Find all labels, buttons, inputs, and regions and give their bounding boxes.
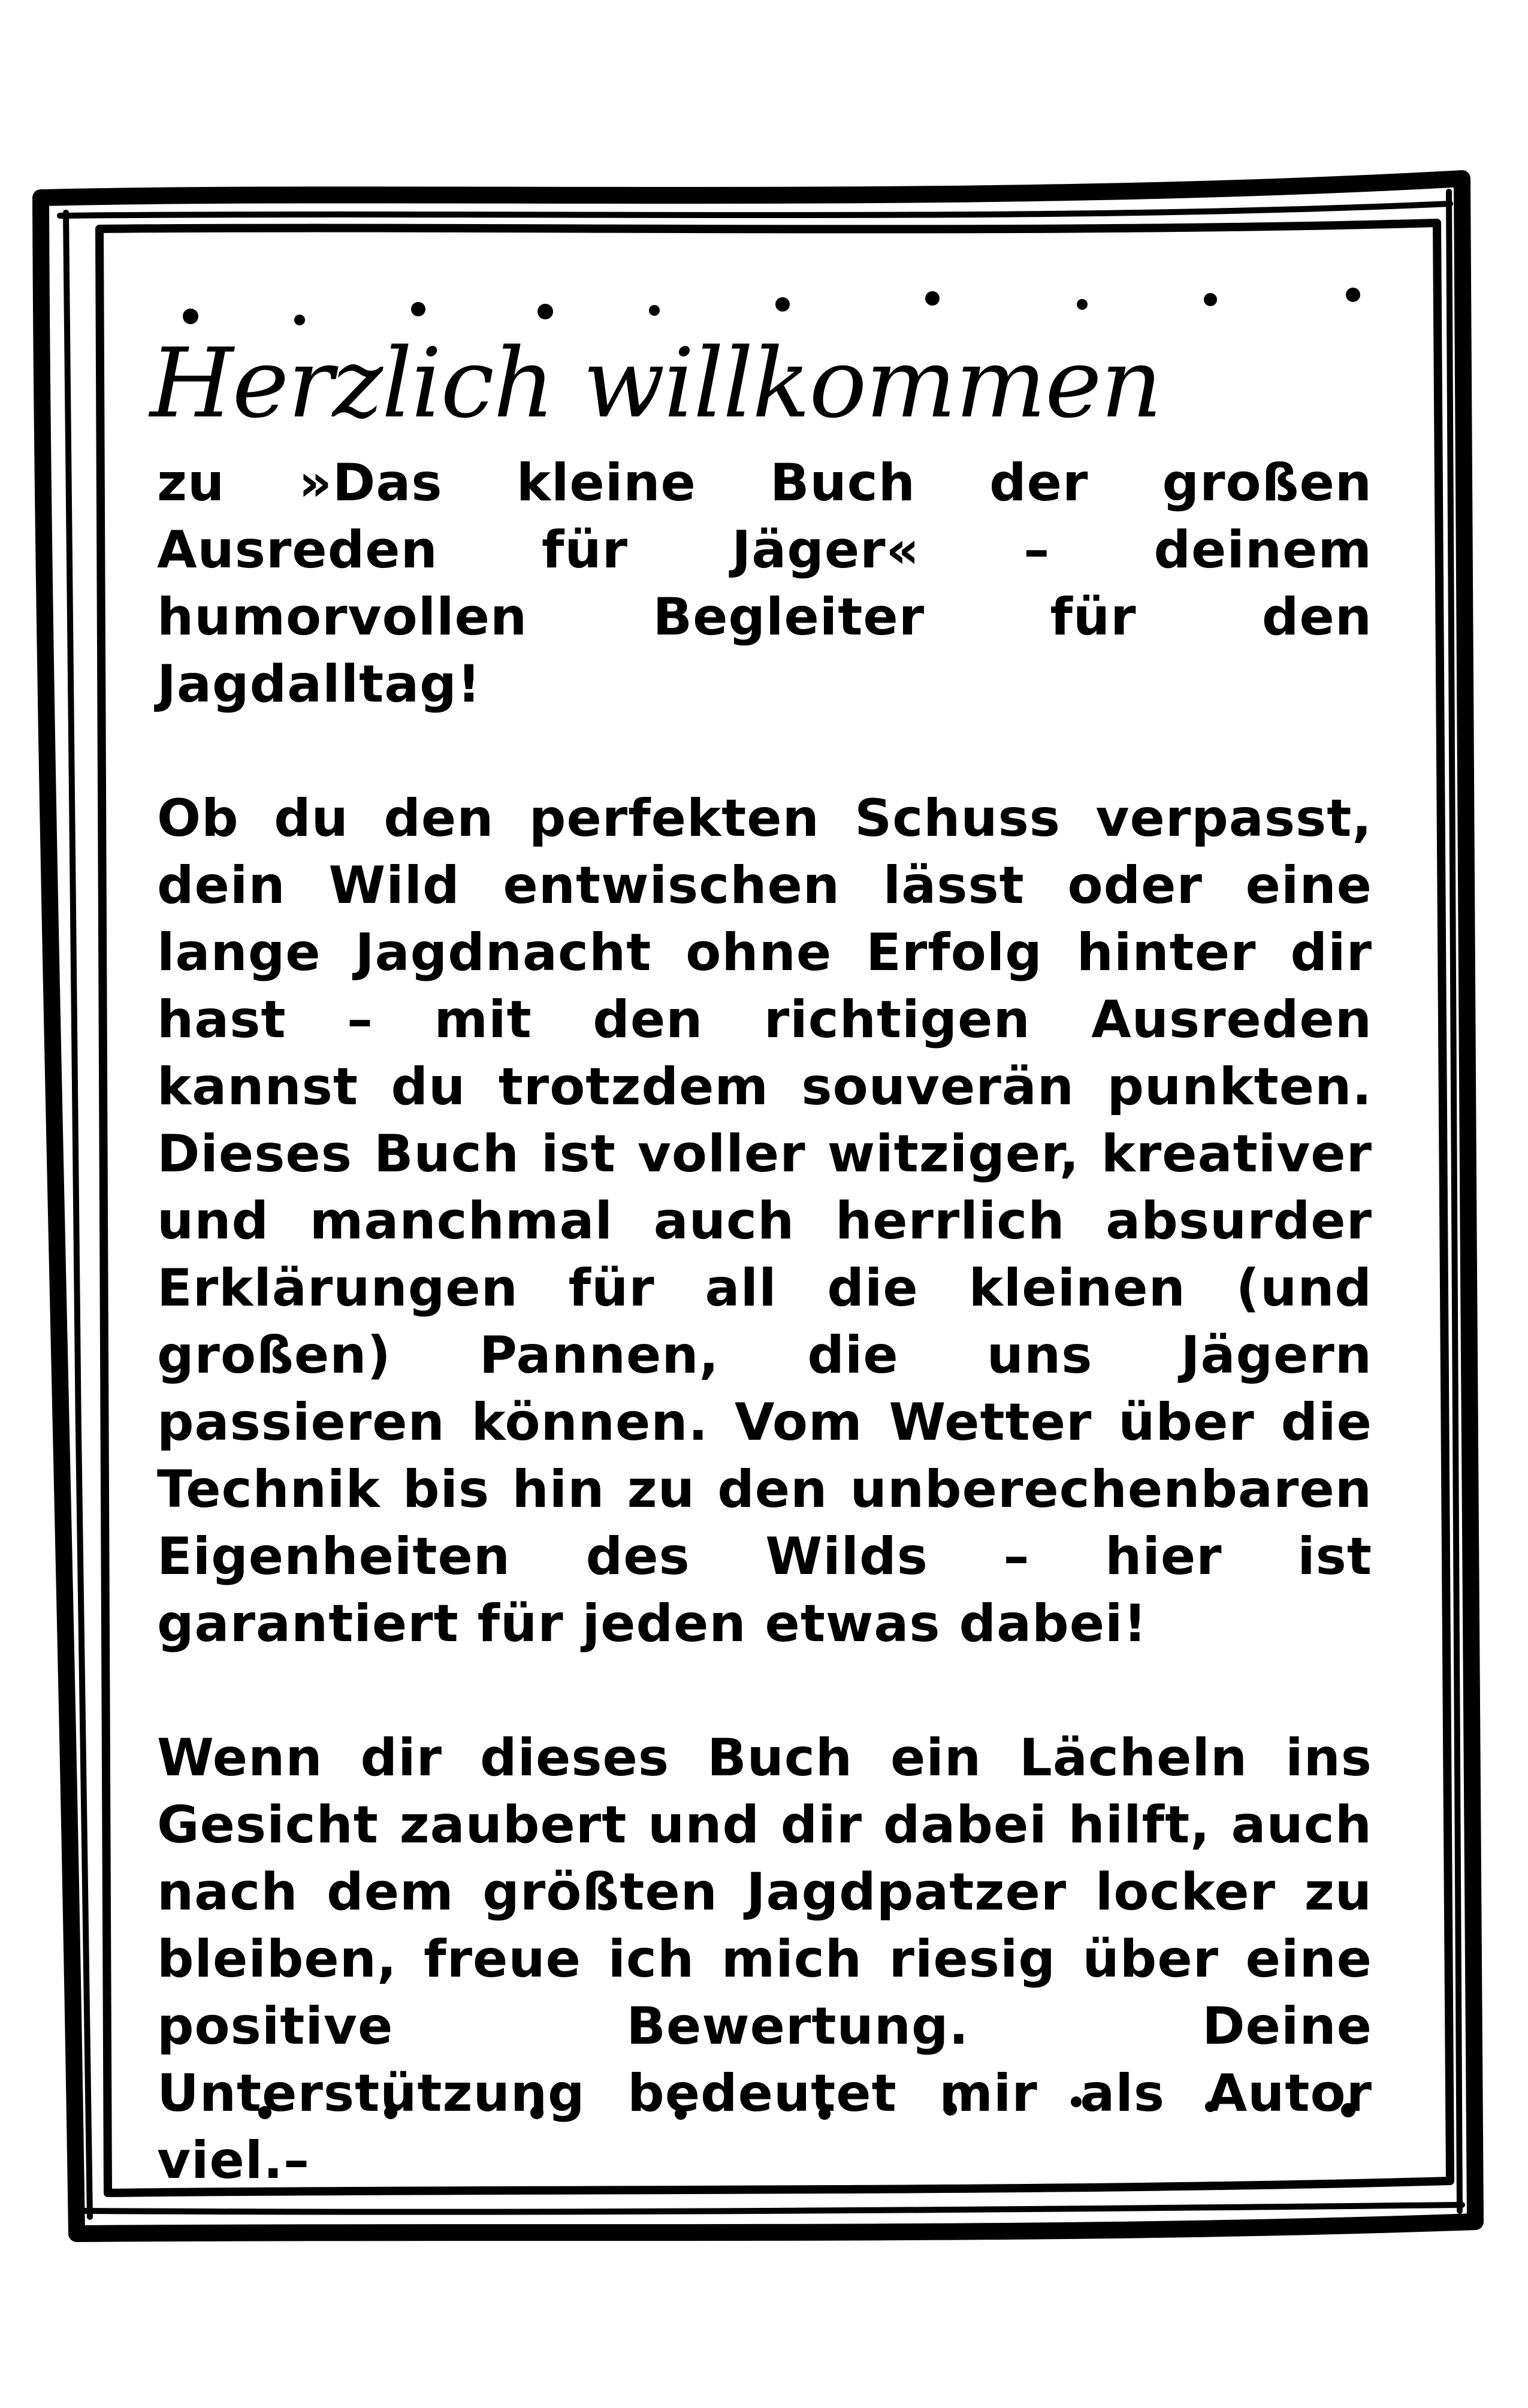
body-paragraph: Ob du den perfekten Schuss verpasst, dein Wild entwischen lässt oder eine lange Jagdnacht ohne Erfolg hinter dir hast – mit den richtigen Ausreden kannst du trotzdem souverän punkten. Dieses Buch ist voller witziger, kreativer und manchmal auch herrlich absurder Erklärungen für all die kleinen (und großen) Pannen, die uns Jägern passieren können. Vom Wetter über die Technik bis hin zu den unberechenbaren Eigenheiten des Wilds – hier ist garantiert für jeden etwas dabei! xyxy=(157,788,1372,1654)
frame-sketch-bottom xyxy=(84,2205,1462,2212)
page-content xyxy=(150,327,1372,2194)
frame-sketch-top xyxy=(60,204,1450,216)
intro-paragraph: zu »Das kleine Buch der großen Ausreden für Jäger« – deinem humorvollen Begleiter für den Jagdalltag! xyxy=(157,453,1372,714)
page-title: Herzlich willkommen xyxy=(150,327,1161,439)
closing-paragraph: Wenn dir dieses Buch ein Lächeln ins Gesicht zaubert und dir dabei hilft, auch nach dem größten Jagdpatzer locker zu bleiben, freue ich mich riesig über eine positive Bewertung. Deine Unterstützung bedeutet mir als Autor viel.– xyxy=(157,1728,1372,2191)
top-dots xyxy=(183,288,1360,325)
